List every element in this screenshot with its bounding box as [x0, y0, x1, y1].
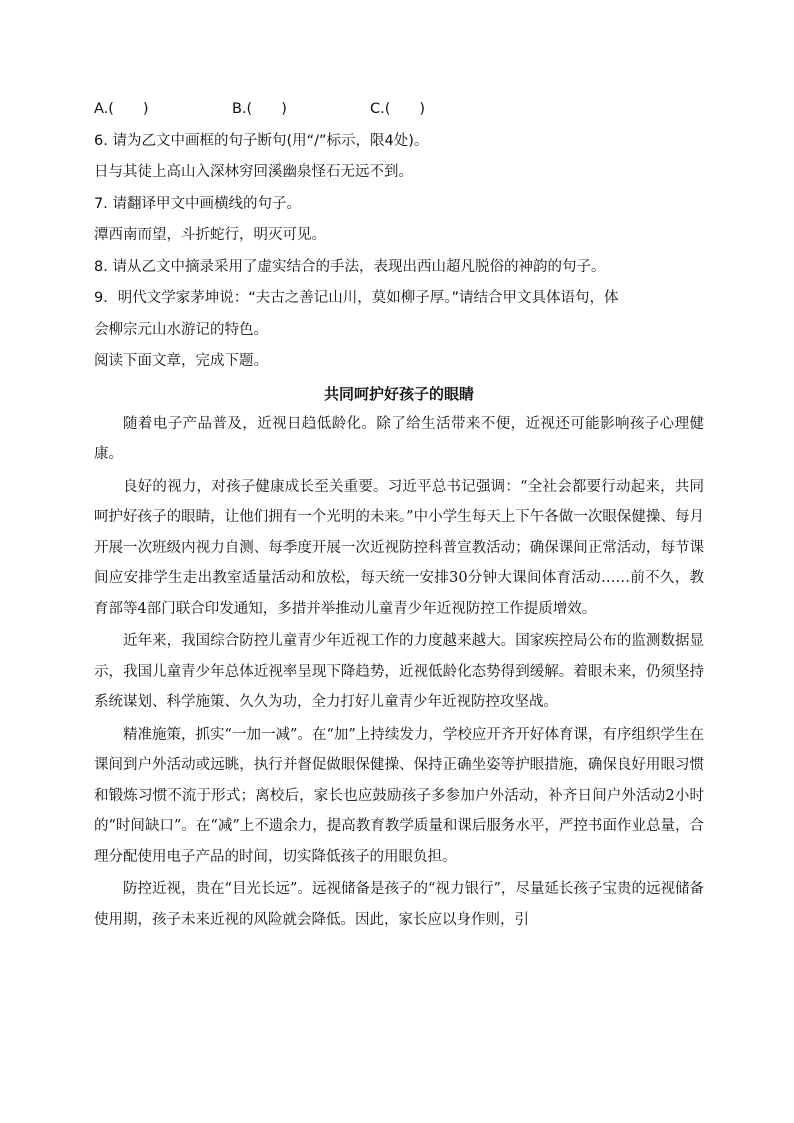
choice-c: C.( ) — [370, 101, 426, 117]
question-9-continued: 会柳宗元山水游记的特色。 — [94, 321, 268, 338]
document-page — [94, 94, 704, 937]
article-paragraph: 良好的视力，对孩子健康成长至关重要。习近平总书记强调：“全社会都要行动起来，共同呵护好孩子的眼睛，让他们拥有一个光明的未来。”中小学生每天上下午各做一次眼保健操、每月开展一次班级内视力自测、每季度开展一次近视防控科普宣教活动；确保课间正常活动，每节课间应安排学生走出教室适量活动和放松，每天统一安排30分钟大课间体育活动……前不久，教育部等4部门联合印发通知，多措并举推动儿童青少年近视防控工作提质增效。 — [94, 478, 704, 617]
article-paragraph: 随着电子产品普及，近视日趋低龄化。除了给生活带来不便，近视还可能影响孩子心理健康。 — [94, 415, 704, 462]
article-title: 共同呵护好孩子的眼睛 — [323, 384, 474, 403]
article-paragraph: 精准施策，抓实“一加一减”。在“加”上持续发力，学校应开齐开好体育课，有序组织学生在课间到户外活动或远眺，执行并督促做眼保健操、保持正确坐姿等护眼措施，确保良好用眼习惯和锻炼习惯不流于形式；离校后，家长也应鼓励孩子多参加户外活动，补齐日间户外活动2小时的“时间缺口”。在“减”上不遗余力，提高教育教学质量和课后服务水平，严控书面作业总量，合理分配使用电子产品的时间，切实降低孩子的用眼负担。 — [94, 726, 704, 865]
question-6-text: 日与其徒上高山入深林穷回溪幽泉怪石无远不到。 — [94, 164, 413, 180]
answer-choices-row — [94, 94, 704, 126]
question-7-text: 潭西南而望，斗折蛇行，明灭可见。 — [94, 227, 326, 243]
reading-instruction: 阅读下面文章，完成下题。 — [94, 353, 268, 369]
question-6: 6. 请为乙文中画框的句子断句(用“/”标示，限4处)。 — [94, 132, 429, 149]
article-paragraph: 近年来，我国综合防控儿童青少年近视工作的力度越来越大。国家疾控局公布的监测数据显示，我国儿童青少年总体近视率呈现下降趋势，近视低龄化态势得到缓解。着眼未来，仍须坚持系统谋划、科学施策、久久为功，全力打好儿童青少年近视防控攻坚战。 — [94, 633, 704, 710]
choice-b: B.( ) — [232, 101, 287, 117]
question-8: 8. 请从乙文中摘录采用了虚实结合的手法，表现出西山超凡脱俗的神韵的句子。 — [94, 258, 606, 275]
question-9: 9．明代文学家茅坤说：“夫古之善记山川，莫如柳子厚。”请结合甲文具体语句，体 — [94, 290, 619, 306]
article-paragraph: 防控近视，贵在“目光长远”。远视储备是孩子的“视力银行”，尽量延长孩子宝贵的远视储备使用期，孩子未来近视的风险就会降低。因此，家长应以身作则，引 — [94, 881, 704, 928]
question-7: 7. 请翻译甲文中画横线的句子。 — [94, 195, 301, 212]
choice-a: A.( ) — [94, 101, 149, 117]
